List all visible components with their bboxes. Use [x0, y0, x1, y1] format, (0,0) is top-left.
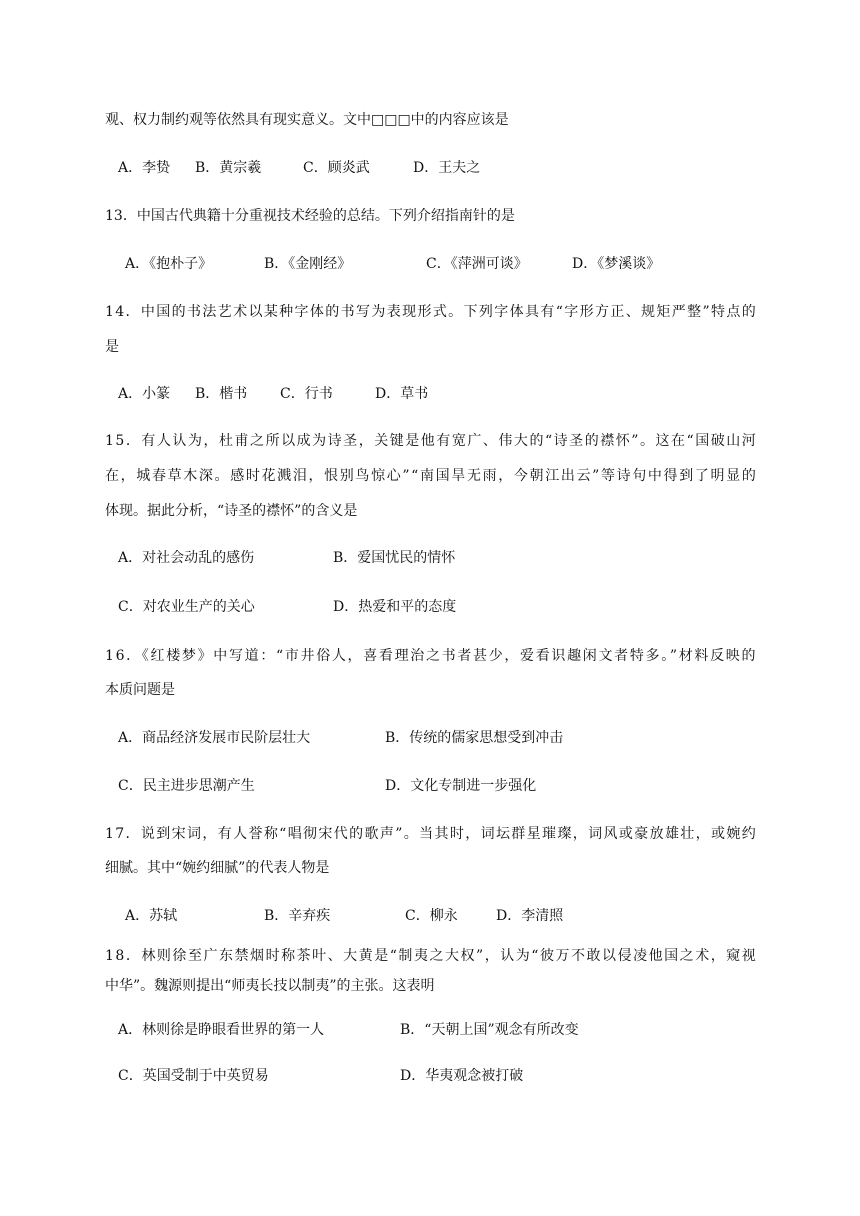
intro-line: 观、权力制约观等依然具有现实意义。文中□□□中的内容应该是: [105, 112, 509, 128]
q17-option-a: A．苏轼: [125, 908, 178, 924]
q16-option-c: C．民主进步思潮产生: [118, 778, 255, 794]
q17-option-c: C．柳永: [405, 908, 458, 924]
q15-option-d: D．热爱和平的态度: [333, 599, 457, 615]
q12-option-d: D．王夫之: [413, 160, 481, 176]
q18-option-c: C．英国受制于中英贸易: [118, 1068, 269, 1084]
q16-option-d: D．文化专制进一步强化: [385, 778, 537, 794]
q13-option-a: A．《抱朴子》: [125, 256, 213, 272]
q18-option-d: D．华夷观念被打破: [400, 1068, 524, 1084]
q15-stem-line-1: 15．有人认为，杜甫之所以成为诗圣，关键是他有宽广、伟大的“诗圣的襟怀”。这在“国破山河: [105, 433, 758, 449]
q18-stem-line-1: 18．林则徐至广东禁烟时称茶叶、大黄是“制夷之大权”，认为“彼万不敢以侵凌他国之术，窥视: [105, 948, 758, 964]
q16-option-a: A．商品经济发展市民阶层壮大: [118, 730, 311, 746]
q12-option-b: B．黄宗羲: [195, 160, 262, 176]
q17-option-b: B．辛弃疾: [264, 908, 331, 924]
q13-option-c: C．《萍洲可谈》: [426, 256, 528, 272]
q13-stem: 13．中国古代典籍十分重视技术经验的总结。下列介绍指南针的是: [105, 208, 515, 224]
q14-option-c: C．行书: [280, 386, 333, 402]
q17-stem-line-2: 细腻。其中“婉约细腻”的代表人物是: [105, 860, 330, 876]
q14-option-b: B．楷书: [195, 386, 248, 402]
q16-stem-line-1: 16．《红楼梦》中写道：“市井俗人，喜看理治之书者甚少，爱看识趣闲文者特多。”材料反映的: [105, 648, 758, 664]
q14-option-a: A．小篆: [118, 386, 171, 402]
q12-option-c: C．顾炎武: [303, 160, 370, 176]
q17-stem-line-1: 17．说到宋词，有人誉称“唱彻宋代的歌声”。当其时，词坛群星璀璨，词风或豪放雄壮，或婉约: [105, 826, 758, 842]
q14-option-d: D．草书: [375, 386, 429, 402]
q14-stem-line-2: 是: [105, 339, 119, 355]
q12-option-a: A．李贽: [118, 160, 171, 176]
q13-option-b: B．《金刚经》: [264, 256, 352, 272]
q18-option-b: B．“天朝上国”观念有所改变: [400, 1022, 579, 1038]
q18-option-a: A．林则徐是睁眼看世界的第一人: [118, 1022, 325, 1038]
q15-stem-line-2: 在，城春草木深。感时花溅泪，恨别鸟惊心”“南国旱无雨，今朝江出云”等诗句中得到了明显的: [105, 468, 758, 484]
q15-option-c: C．对农业生产的关心: [118, 599, 255, 615]
q14-stem-line-1: 14．中国的书法艺术以某种字体的书写为表现形式。下列字体具有“字形方正、规矩严整”特点的: [105, 304, 758, 320]
q15-option-a: A．对社会动乱的感伤: [118, 550, 255, 566]
q15-stem-line-3: 体现。据此分析，“诗圣的襟怀”的含义是: [105, 503, 358, 519]
q17-option-d: D．李清照: [496, 908, 564, 924]
q13-option-d: D．《梦溪谈》: [572, 256, 661, 272]
q16-stem-line-2: 本质问题是: [105, 682, 175, 698]
q15-option-b: B．爱国忧民的情怀: [333, 550, 456, 566]
q18-stem-line-2: 中华”。魏源则提出“师夷长技以制夷”的主张。这表明: [105, 978, 435, 994]
q16-option-b: B．传统的儒家思想受到冲击: [385, 730, 564, 746]
